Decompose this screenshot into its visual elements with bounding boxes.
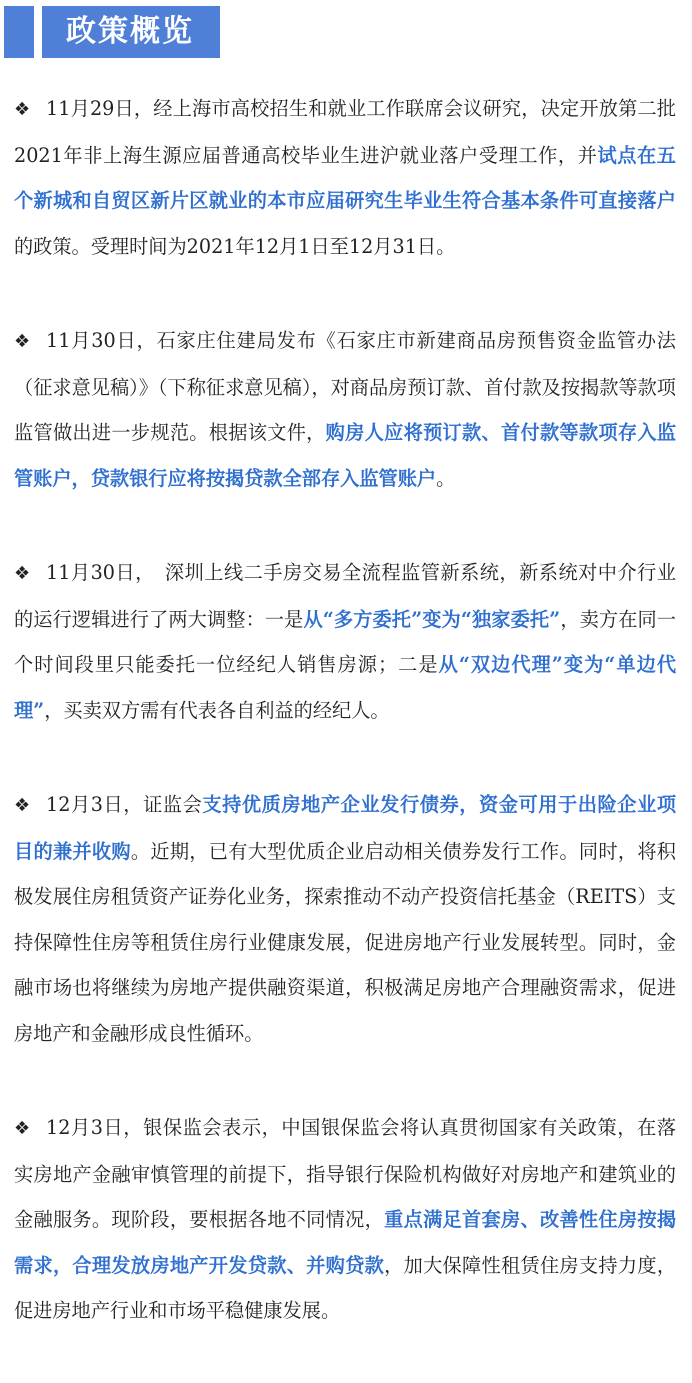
section-title: 政策概览: [66, 14, 194, 49]
policy-highlight: 试点在五个新城和自贸区新片区就业的本市应届研究生毕业生符合基本条件可直接落户: [14, 143, 676, 212]
policy-date: 12月3日，: [46, 1116, 144, 1139]
policy-text: ，加大保障性租赁住房支持力度，促进房地产行业和市场平稳健康发展。: [14, 1253, 677, 1322]
diamond-bullet-icon: ❖: [14, 99, 31, 120]
policy-text: 深圳上线二手房交易全流程监管新系统，新系统对中介行业的运行逻辑进行了两大调整：一是: [14, 561, 677, 631]
diamond-bullet-icon: ❖: [14, 563, 31, 584]
diamond-bullet-icon: ❖: [14, 331, 31, 352]
policy-text: ，买卖双方需有代表各自利益的经纪人。: [44, 698, 390, 722]
policy-text: 银保监会表示，中国银保监会将认真贯彻国家有关政策，在落实房地产金融审慎管理的前提下，指导银行保险机构做好对房地产和建筑业的金融服务。现阶段，要根据各地不同情况，: [14, 1116, 677, 1231]
header-accent-stripe: [4, 6, 34, 58]
policy-text: 证监会: [143, 793, 203, 816]
policy-text: 。: [436, 466, 456, 490]
policy-highlight: 重点满足首套房、改善性住房按揭需求，合理发放房地产开发贷款、并购贷款: [14, 1208, 677, 1277]
policy-item-cbirc: [14, 1105, 676, 1334]
policy-text: 的政策。受理时间为2021年12月1日至12月31日。: [14, 234, 456, 258]
policy-item-shanghai: [14, 86, 676, 269]
policy-date: 11月30日，: [46, 329, 157, 352]
policy-date: 12月3日，: [46, 793, 144, 816]
policy-date: 11月29日，: [46, 97, 154, 120]
policy-text: 石家庄住建局发布《石家庄市新建商品房预售资金监管办法（征求意见稿）》（下称征求意见稿），对商品房预订款、首付款及按揭款等款项监管做出进一步规范。根据该文件，: [14, 329, 676, 444]
policy-highlight: 购房人应将预订款、首付款等款项存入监管账户，贷款银行应将按揭贷款全部存入监管账户: [14, 421, 677, 490]
policy-list: [14, 86, 676, 1383]
policy-text: ，卖方在同一个时间段里只能委托一位经纪人销售房源；二是: [14, 607, 677, 676]
policy-highlight: 从“双边代理”变为“单边代理”: [14, 653, 677, 722]
policy-item-shenzhen: [14, 550, 676, 733]
policy-highlight: 从“多方委托”变为“独家委托”: [303, 607, 561, 631]
policy-text: 经上海市高校招生和就业工作联席会议研究，决定开放第二批2021年非上海生源应届普通高校毕业生进沪就业落户受理工作，并: [14, 97, 676, 167]
policy-item-shijiazhuang: [14, 318, 676, 501]
diamond-bullet-icon: ❖: [14, 795, 31, 816]
policy-date: 11月30日，: [46, 561, 146, 584]
policy-highlight: 支持优质房地产企业发行债券，资金可用于出险企业项目的兼并收购: [14, 793, 677, 863]
diamond-bullet-icon: ❖: [14, 1118, 31, 1139]
policy-item-csrc: [14, 782, 676, 1056]
policy-text: 。近期，已有大型优质企业启动相关债券发行工作。同时，将积极发展住房租赁资产证券化业务，探索推动不动产投资信托基金（REITS）支持保障性住房等租赁住房行业健康发展，促进房地产行业发展转型。同时，金融市场也将继续为房地产提供融资渠道，积极满足房地产合理融资需求，促进房地产和金融形成良性循环。: [14, 839, 676, 1045]
section-header: [4, 6, 220, 58]
